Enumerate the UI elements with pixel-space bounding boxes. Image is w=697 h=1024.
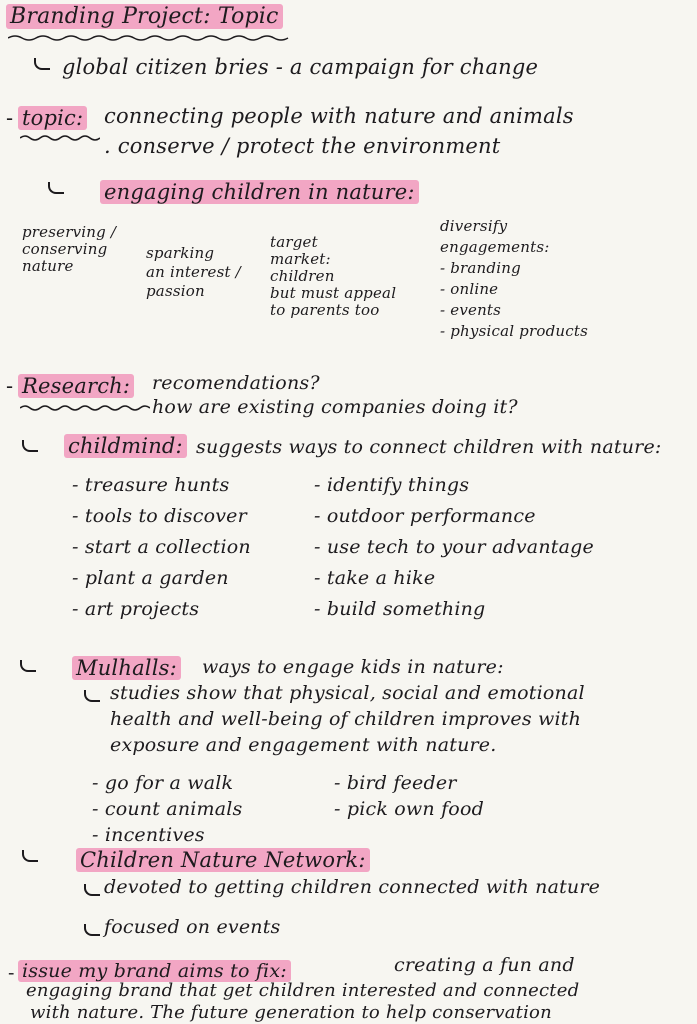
list-item: - bird feeder [334, 772, 457, 794]
arrow-icon [22, 850, 38, 862]
topic-label: topic: [18, 106, 87, 130]
mulhalls-list-left [92, 770, 243, 848]
topic-line-1: connecting people with nature and animals [104, 104, 574, 128]
cnn-line-2: focused on events [104, 916, 281, 938]
list-item: - plant a garden [72, 567, 229, 589]
cnn-line-1: devoted to getting children connected with nature [104, 876, 601, 898]
page-title: Branding Project: Topic [6, 4, 283, 29]
mulhalls-study-2: health and well-being of children improves with [110, 708, 582, 730]
list-item: - outdoor performance [314, 505, 536, 527]
mulhalls-desc: ways to engage kids in nature: [202, 656, 504, 678]
mulhalls-label: Mulhalls: [72, 656, 181, 680]
engaging-col-4: diversify engagements: - branding - online - events - physical products [440, 217, 588, 340]
research-line-1: recomendations? [152, 372, 320, 394]
issue-line-2: engaging brand that get children interested and connected [26, 980, 580, 1001]
cnn-label: Children Nature Network: [76, 848, 370, 872]
engaging-col-2: sparking an interest / passion [146, 244, 241, 300]
list-item: - pick own food [334, 798, 484, 820]
engaging-label: engaging children in nature: [100, 180, 419, 204]
arrow-icon [84, 924, 100, 936]
arrow-icon [22, 440, 38, 452]
list-item: - start a collection [72, 536, 251, 558]
childmind-label: childmind: [64, 434, 187, 458]
list-item: - use tech to your advantage [314, 536, 594, 558]
arrow-icon [84, 884, 100, 896]
mulhalls-study-3: exposure and engagement with nature. [110, 734, 497, 756]
arrow-icon [48, 182, 64, 194]
issue-label: issue my brand aims to fix: [18, 960, 291, 982]
issue-line-3: with nature. The future generation to help conservation [30, 1002, 552, 1023]
research-line-2: how are existing companies doing it? [152, 396, 518, 418]
list-item: - go for a walk [92, 772, 234, 794]
mulhalls-study-1: studies show that physical, social and emotional [110, 682, 585, 704]
engaging-col-1: preserving / conserving nature [22, 223, 117, 275]
childmind-list-right [314, 470, 594, 625]
childmind-list-left [72, 470, 251, 625]
title-subtitle: global citizen bries - a campaign for change [62, 55, 539, 79]
list-item: - build something [314, 598, 486, 620]
dash-marker: - [8, 962, 15, 984]
engaging-col-3: target market: children but must appeal to parents too [270, 233, 397, 319]
mulhalls-list-right [334, 770, 484, 822]
research-underline [20, 404, 150, 412]
list-item: - art projects [72, 598, 200, 620]
list-item: - treasure hunts [72, 474, 230, 496]
topic-line-2: . conserve / protect the environment [104, 134, 501, 158]
title-underline [8, 34, 298, 42]
arrow-icon [20, 660, 36, 672]
list-item: - take a hike [314, 567, 436, 589]
arrow-icon [34, 58, 50, 70]
research-label: Research: [18, 374, 134, 398]
dash-marker: - [6, 374, 14, 398]
list-item: - incentives [92, 824, 205, 846]
list-item: - identify things [314, 474, 470, 496]
arrow-icon [84, 690, 100, 702]
issue-line-1: creating a fun and [394, 954, 575, 976]
list-item: - count animals [92, 798, 243, 820]
childmind-desc: suggests ways to connect children with nature: [196, 436, 662, 458]
list-item: - tools to discover [72, 505, 247, 527]
topic-underline [20, 134, 100, 142]
dash-marker: - [6, 106, 14, 130]
